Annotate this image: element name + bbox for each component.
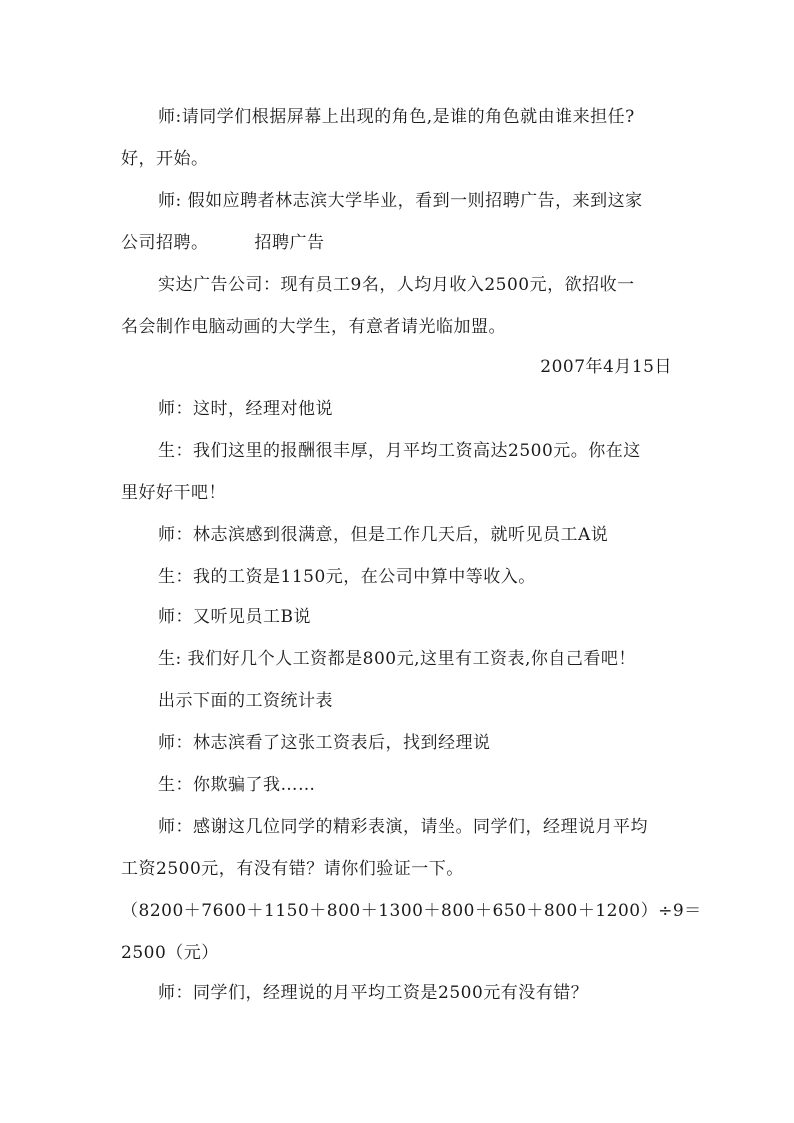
paragraph-thanks: 师：感谢这几位同学的精彩表演，请坐。同学们，经理说月平均 xyxy=(158,817,648,837)
paragraph-applicant-line2 xyxy=(121,232,325,254)
dialogue-employee-a-intro: 师：林志滨感到很满意，但是工作几天后，就听见员工A说 xyxy=(158,525,609,545)
ad-body-line2: 名会制作电脑动画的大学生，有意者请光临加盟。 xyxy=(121,317,506,337)
dialogue-manager-speech-line2: 里好好干吧！ xyxy=(121,483,226,503)
dialogue-find-manager: 师：林志滨看了这张工资表后，找到经理说 xyxy=(158,733,491,753)
formula-average: （8200＋7600＋1150＋800＋1300＋800＋650＋800＋1200）÷9＝ xyxy=(121,901,702,921)
dialogue-deceived: 生：你欺骗了我…… xyxy=(158,775,316,795)
show-salary-table-note: 出示下面的工资统计表 xyxy=(158,691,333,711)
dialogue-manager-speech: 生：我们这里的报酬很丰厚，月平均工资高达2500元。你在这 xyxy=(158,441,641,461)
paragraph-role-assignment: 师:请同学们根据屏幕上出现的角色,是谁的角色就由谁来担任? xyxy=(158,107,635,127)
paragraph-verify: 工资2500元，有没有错？请你们验证一下。 xyxy=(121,859,464,879)
ad-body-line1: 实达广告公司：现有员工9名，人均月收入2500元，欲招收一 xyxy=(158,275,635,295)
ad-heading: 招聘广告 xyxy=(254,233,325,253)
dialogue-employee-b-speech: 生: 我们好几个人工资都是800元,这里有工资表,你自己看吧！ xyxy=(158,649,636,669)
formula-result: 2500（元） xyxy=(121,943,219,963)
paragraph-applicant-intro: 师: 假如应聘者林志滨大学毕业，看到一则招聘广告，来到这家 xyxy=(158,191,643,211)
paragraph-question: 师：同学们，经理说的月平均工资是2500元有没有错？ xyxy=(158,983,589,1003)
company-recruit-text: 公司招聘。 xyxy=(121,233,209,253)
dialogue-employee-a-speech: 生：我的工资是1150元，在公司中算中等收入。 xyxy=(158,567,536,587)
dialogue-employee-b-intro: 师：又听见员工B说 xyxy=(158,607,311,627)
dialogue-manager-intro: 师：这时，经理对他说 xyxy=(158,399,333,419)
ad-date: 2007年4月15日 xyxy=(540,357,672,377)
paragraph-start: 好，开始。 xyxy=(121,149,209,169)
